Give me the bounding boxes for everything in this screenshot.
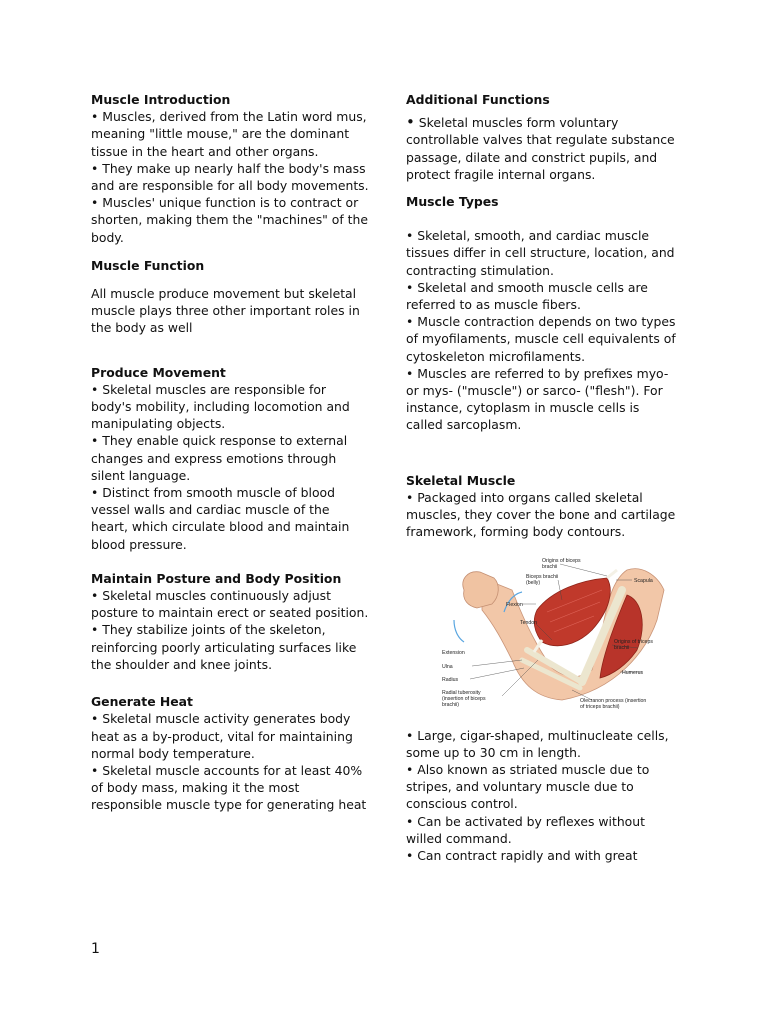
bullet: • Muscle contraction depends on two types of myofilaments, muscle cell equivalents of cytoskeleton microfilaments. bbox=[406, 314, 676, 364]
left-column bbox=[91, 91, 369, 814]
section-muscle-introduction bbox=[91, 91, 369, 246]
bullet-list bbox=[406, 227, 676, 433]
bullet: • Skeletal and smooth muscle cells are referred to as muscle fibers. bbox=[406, 279, 648, 313]
section-generate-heat bbox=[91, 693, 369, 813]
figure-label: Biceps brachii bbox=[526, 574, 559, 581]
bullet: • Can contract rapidly and with great bbox=[406, 848, 638, 864]
figure-label: Origins of triceps bbox=[614, 639, 653, 646]
bullet: • Skeletal muscle activity generates body heat as a by-product, vital for maintaining normal body temperature. bbox=[91, 711, 353, 761]
bullet: • Skeletal muscles continuously adjust posture to maintain erect or seated position. bbox=[91, 588, 369, 621]
heading-generate-heat: Generate Heat bbox=[91, 694, 193, 710]
bullet-mark: • bbox=[406, 113, 415, 132]
section-posture bbox=[91, 570, 369, 673]
figure-label: Olecranon process (insertion bbox=[580, 698, 647, 705]
section-produce-movement bbox=[91, 364, 369, 553]
figure-label: of triceps brachii) bbox=[580, 704, 620, 711]
heading-posture: Maintain Posture and Body Position bbox=[91, 570, 342, 586]
heading-skeletal-muscle: Skeletal Muscle bbox=[406, 472, 516, 488]
bullet: • Distinct from smooth muscle of blood vessel walls and cardiac muscle of the heart, which circulate blood and maintain blood pressure. bbox=[91, 485, 350, 552]
right-column bbox=[406, 91, 676, 864]
figure-label: Origins of biceps bbox=[542, 558, 581, 565]
figure-label: Radius bbox=[442, 677, 459, 684]
bullet: • Large, cigar-shaped, multinucleate cells, some up to 30 cm in length. bbox=[406, 727, 669, 760]
figure-label: Ulna bbox=[442, 664, 453, 671]
bullet-text: Skeletal muscles form voluntary controllable valves that regulate substance passage, dilate and constrict pupils, and protect fragile internal organs. bbox=[406, 115, 675, 182]
bullet: • Packaged into organs called skeletal muscles, they cover the bone and cartilage framework, forming body contours. bbox=[406, 489, 676, 540]
bullet: • Can be activated by reflexes without willed command. bbox=[406, 813, 645, 846]
bullet: • They make up nearly half the body's mass and are responsible for all body movements. bbox=[91, 160, 369, 194]
figure-label: Tendon bbox=[520, 620, 538, 627]
heading-additional-functions: Additional Functions bbox=[406, 92, 550, 107]
figure-label: Flexion bbox=[506, 602, 523, 609]
page-number: 1 bbox=[91, 941, 100, 957]
bullet: • Muscles' unique function is to contract or shorten, making them the "machines" of the body. bbox=[91, 195, 369, 245]
figure-label: brachii bbox=[614, 645, 630, 652]
section-muscle-types bbox=[406, 193, 676, 434]
bullet: • They enable quick response to external changes and express emotions through silent language. bbox=[91, 433, 348, 483]
heading-muscle-types: Muscle Types bbox=[406, 194, 499, 210]
heading-muscle-function: Muscle Function bbox=[91, 257, 205, 273]
bullet: • Muscles, derived from the Latin word mus, meaning "little mouse," are the dominant tissue in the heart and other organs. bbox=[91, 109, 367, 159]
bullet: • Skeletal muscles are responsible for body's mobility, including locomotion and manipulating objects. bbox=[91, 381, 350, 432]
bullet: • Also known as striated muscle due to stripes, and voluntary muscle due to conscious control. bbox=[406, 762, 650, 812]
bullet: • Skeletal, smooth, and cardiac muscle tissues differ in cell structure, location, and contracting stimulation. bbox=[406, 228, 675, 278]
bullet: • Muscles are referred to by prefixes myo- or mys- ("muscle") or sarco- ("flesh"). For instance, cytoplasm in muscle cells is called sarcoplasm. bbox=[406, 365, 669, 433]
heading-muscle-introduction: Muscle Introduction bbox=[91, 92, 231, 107]
figure-label: brachii bbox=[542, 564, 558, 571]
figure-label: Humerus bbox=[622, 670, 644, 677]
arm-muscle-illustration bbox=[442, 550, 678, 718]
figure-label: Scapula bbox=[634, 578, 653, 585]
figure-label: brachii) bbox=[442, 702, 460, 709]
bullet: • Skeletal muscle accounts for at least 40% of body mass, making it the most responsible muscle type for generating heat bbox=[91, 762, 367, 813]
bullet: • They stabilize joints of the skeleton, reinforcing poorly articulating surfaces like the shoulder and knee joints. bbox=[91, 622, 357, 672]
figure-label: (insertion of biceps bbox=[442, 696, 486, 703]
heading-produce-movement: Produce Movement bbox=[91, 364, 226, 380]
paragraph: All muscle produce movement but skeletal muscle plays three other important roles in the body as well bbox=[91, 286, 360, 336]
section-skeletal-muscle bbox=[406, 472, 676, 865]
paragraph bbox=[406, 114, 676, 183]
figure-label: Radial tuberosity bbox=[442, 690, 481, 697]
figure-label: Extension bbox=[442, 650, 465, 657]
figure-label: (belly) bbox=[526, 580, 541, 587]
section-muscle-function bbox=[91, 257, 369, 337]
section-additional-functions bbox=[406, 91, 676, 183]
